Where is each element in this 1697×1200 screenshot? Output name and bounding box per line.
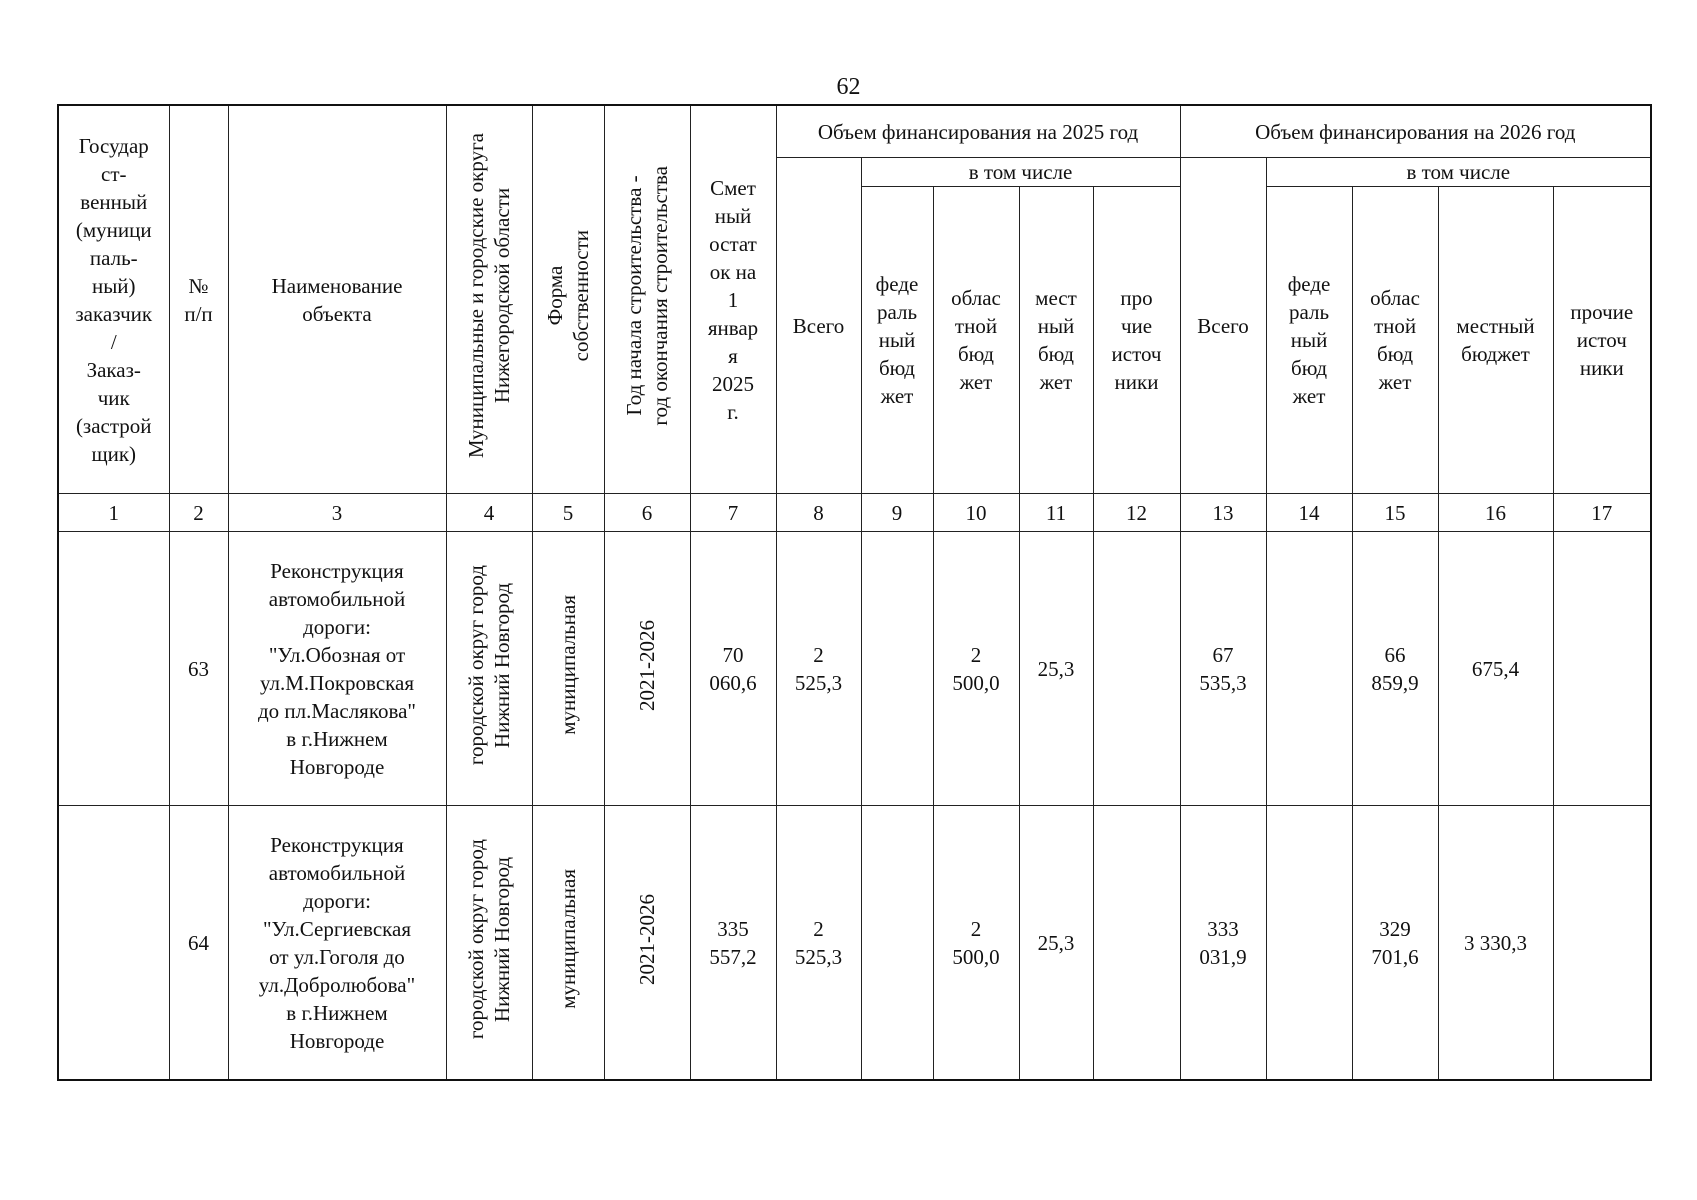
header-object-name: Наименование объекта [228, 105, 446, 494]
cell-regional-2025: 2 500,0 [933, 532, 1019, 806]
cell-local-2025: 25,3 [1019, 806, 1093, 1081]
column-number: 4 [446, 494, 532, 532]
cell-federal-2025 [861, 806, 933, 1081]
column-number: 13 [1180, 494, 1266, 532]
cell-total-2025: 2 525,3 [776, 806, 861, 1081]
page-number: 62 [836, 74, 861, 100]
column-number: 5 [532, 494, 604, 532]
cell-customer [58, 532, 169, 806]
cell-other-2025 [1093, 532, 1180, 806]
cell-federal-2026 [1266, 532, 1352, 806]
column-number: 15 [1352, 494, 1438, 532]
header-balance: Смет ный остат ок на 1 январ я 2025 г. [690, 105, 776, 494]
column-number: 3 [228, 494, 446, 532]
cell-district: городской округ город Нижний Новгород [446, 806, 532, 1081]
cell-number: 64 [169, 806, 228, 1081]
cell-ownership: муниципальная [532, 532, 604, 806]
column-number: 1 [58, 494, 169, 532]
column-numbers-row [58, 494, 1651, 532]
header-other-2026: прочие источ ники [1553, 187, 1651, 494]
header-federal-2026: феде раль ный бюд жет [1266, 187, 1352, 494]
cell-total-2026: 67 535,3 [1180, 532, 1266, 806]
cell-years: 2021-2026 [604, 806, 690, 1081]
column-number: 12 [1093, 494, 1180, 532]
cell-customer [58, 806, 169, 1081]
table-row [58, 806, 1651, 1081]
cell-local-2026: 675,4 [1438, 532, 1553, 806]
header-regional-2025: облас тной бюд жет [933, 187, 1019, 494]
header-local-2026: местный бюджет [1438, 187, 1553, 494]
cell-regional-2026: 329 701,6 [1352, 806, 1438, 1081]
cell-total-2026: 333 031,9 [1180, 806, 1266, 1081]
cell-regional-2025: 2 500,0 [933, 806, 1019, 1081]
header-local-2025: мест ный бюд жет [1019, 187, 1093, 494]
cell-district: городской округ город Нижний Новгород [446, 532, 532, 806]
column-number: 7 [690, 494, 776, 532]
cell-other-2026 [1553, 806, 1651, 1081]
column-number: 2 [169, 494, 228, 532]
cell-local-2025: 25,3 [1019, 532, 1093, 806]
cell-other-2026 [1553, 532, 1651, 806]
cell-regional-2026: 66 859,9 [1352, 532, 1438, 806]
column-number: 10 [933, 494, 1019, 532]
header-total-2025: Всего [776, 158, 861, 494]
header-including-2025: в том числе [861, 158, 1180, 187]
cell-total-2025: 2 525,3 [776, 532, 861, 806]
header-including-2026: в том числе [1266, 158, 1651, 187]
header-number: № п/п [169, 105, 228, 494]
column-number: 11 [1019, 494, 1093, 532]
cell-federal-2026 [1266, 806, 1352, 1081]
cell-object-name: Реконструкция автомобильной дороги: "Ул.Обозная от ул.М.Покровская до пл.Маслякова" в г.Нижнем Новгороде [228, 532, 446, 806]
cell-ownership: муниципальная [532, 806, 604, 1081]
header-total-2026: Всего [1180, 158, 1266, 494]
table-row [58, 532, 1651, 806]
column-number: 8 [776, 494, 861, 532]
column-number: 14 [1266, 494, 1352, 532]
cell-object-name: Реконструкция автомобильной дороги: "Ул.Сергиевская от ул.Гоголя до ул.Добролюбова" в г.Нижнем Новгороде [228, 806, 446, 1081]
column-number: 6 [604, 494, 690, 532]
cell-federal-2025 [861, 532, 933, 806]
cell-balance: 70 060,6 [690, 532, 776, 806]
header-regional-2026: облас тной бюд жет [1352, 187, 1438, 494]
cell-balance: 335 557,2 [690, 806, 776, 1081]
header-federal-2025: феде раль ный бюд жет [861, 187, 933, 494]
financing-table [57, 104, 1652, 1081]
column-number: 9 [861, 494, 933, 532]
cell-number: 63 [169, 532, 228, 806]
header-ownership: Форма собственности [532, 105, 604, 494]
cell-local-2026: 3 330,3 [1438, 806, 1553, 1081]
header-other-2025: про чие источ ники [1093, 187, 1180, 494]
header-group-2025: Объем финансирования на 2025 год [776, 105, 1180, 158]
header-group-2026: Объем финансирования на 2026 год [1180, 105, 1651, 158]
header-customer: Государ ст- венный (муници паль- ный) заказчик / Заказ- чик (застрой щик) [58, 105, 169, 494]
cell-other-2025 [1093, 806, 1180, 1081]
cell-years: 2021-2026 [604, 532, 690, 806]
column-number: 16 [1438, 494, 1553, 532]
header-years: Год начала строительства - год окончания строительства [604, 105, 690, 494]
header-district: Муниципальные и городские округа Нижегородской области [446, 105, 532, 494]
column-number: 17 [1553, 494, 1651, 532]
